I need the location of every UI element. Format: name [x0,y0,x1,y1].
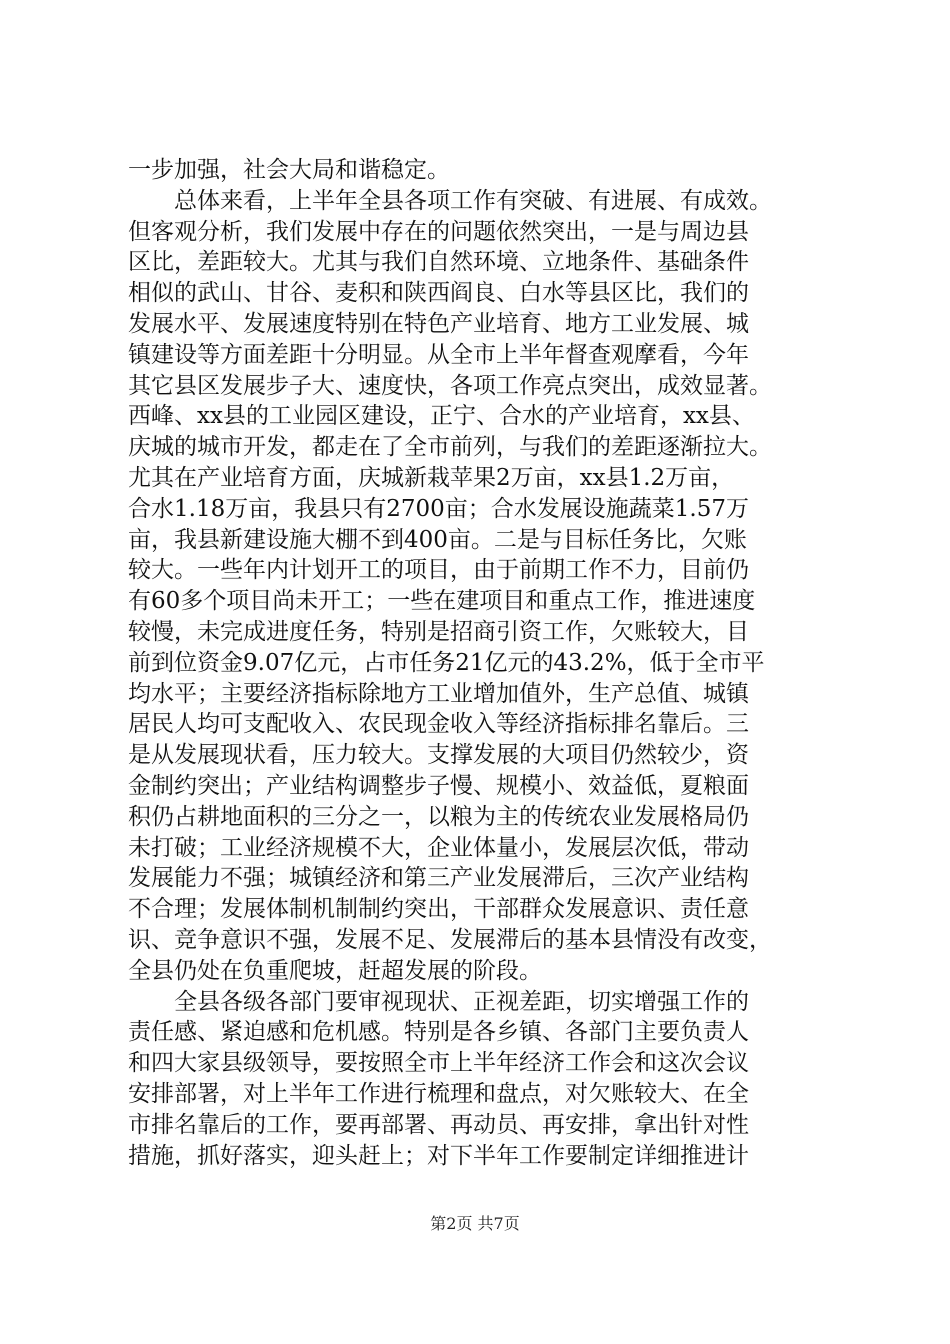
body-text [128,155,840,1171]
text-line: 措施，抓好落实，迎头赶上；对下半年工作要制定详细推进计 [128,1142,749,1169]
text-line: 金制约突出；产业结构调整步子慢、规模小、效益低，夏粮面 [128,772,749,799]
text-line: 合水1.18万亩，我县只有2700亩；合水发展设施蔬菜1.57万 [128,495,749,522]
text-line: 亩，我县新建设施大棚不到400亩。二是与目标任务比，欠账 [128,526,747,553]
text-line: 庆城的城市开发，都走在了全市前列，与我们的差距逐渐拉大。 [128,434,772,461]
text-line: 尤其在产业培育方面，庆城新栽苹果2万亩，xx县1.2万亩， [128,464,735,491]
text-line: 安排部署，对上半年工作进行梳理和盘点，对欠账较大、在全 [128,1080,749,1107]
text-line: 识、竞争意识不强，发展不足、发展滞后的基本县情没有改变， [128,926,772,953]
page-footer: 第2页 共7页 [430,1214,520,1233]
text-line: 积仍占耕地面积的三分之一，以粮为主的传统农业发展格局仍 [128,803,749,830]
text-line: 镇建设等方面差距十分明显。从全市上半年督查观摩看，今年 [128,341,749,368]
text-line: 较慢，未完成进度任务，特别是招商引资工作，欠账较大，目 [128,618,749,645]
text-line: 未打破；工业经济规模不大，企业体量小，发展层次低，带动 [128,834,749,861]
text-line: 和四大家县级领导，要按照全市上半年经济工作会和这次会议 [128,1050,749,1077]
text-line: 全县各级各部门要审视现状、正视差距，切实增强工作的 [128,988,749,1015]
text-line: 是从发展现状看，压力较大。支撑发展的大项目仍然较少，资 [128,742,749,769]
text-line: 市排名靠后的工作，要再部署、再动员、再安排，拿出针对性 [128,1111,749,1138]
text-line: 有60多个项目尚未开工；一些在建项目和重点工作，推进速度 [128,588,756,615]
text-line: 责任感、紧迫感和危机感。特别是各乡镇、各部门主要负责人 [128,1019,749,1046]
text-line: 不合理；发展体制机制制约突出，干部群众发展意识、责任意 [128,896,749,923]
text-line: 居民人均可支配收入、农民现金收入等经济指标排名靠后。三 [128,711,749,738]
text-line: 相似的武山、甘谷、麦积和陕西阎良、白水等县区比，我们的 [128,280,749,307]
text-line: 均水平；主要经济指标除地方工业增加值外，生产总值、城镇 [128,680,749,707]
text-line: 西峰、xx县的工业园区建设，正宁、合水的产业培育，xx县、 [128,403,755,430]
text-line: 总体来看，上半年全县各项工作有突破、有进展、有成效。 [128,187,772,214]
text-line: 但客观分析，我们发展中存在的问题依然突出，一是与周边县 [128,218,749,245]
text-line: 其它县区发展步子大、速度快，各项工作亮点突出，成效显著。 [128,372,772,399]
text-line: 较大。一些年内计划开工的项目，由于前期工作不力，目前仍 [128,557,749,584]
text-line: 区比，差距较大。尤其与我们自然环境、立地条件、基础条件 [128,249,749,276]
text-line: 一步加强，社会大局和谐稳定。 [128,157,450,183]
text-line: 前到位资金9.07亿元，占市任务21亿元的43.2%，低于全市平 [128,649,765,676]
text-line: 发展水平、发展速度特别在特色产业培育、地方工业发展、城 [128,310,749,337]
text-line: 发展能力不强；城镇经济和第三产业发展滞后，三次产业结构 [128,865,749,892]
text-line: 全县仍处在负重爬坡，赶超发展的阶段。 [128,957,542,984]
